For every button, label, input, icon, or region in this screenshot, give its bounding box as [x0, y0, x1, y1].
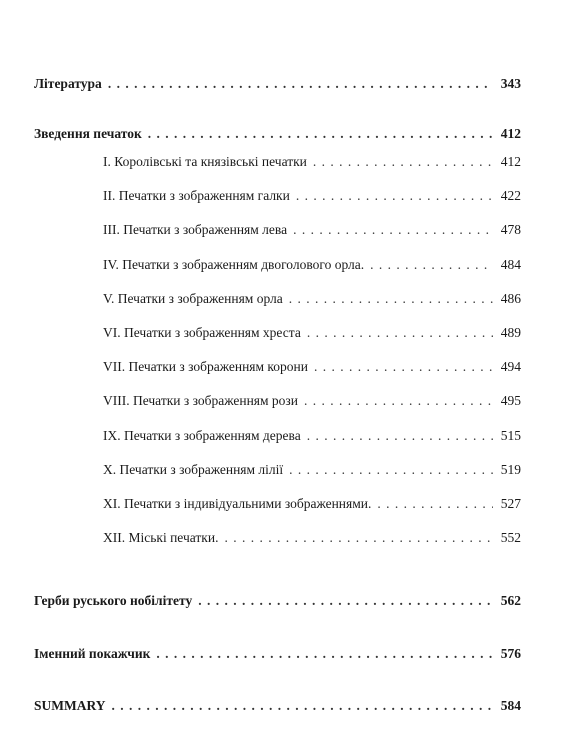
toc-subentry-page: 552 — [500, 530, 521, 545]
toc-entry-literature[interactable] — [34, 74, 521, 94]
toc-entry-title: Герби руського нобілітету — [34, 593, 193, 608]
toc-subentry[interactable] — [103, 152, 521, 172]
toc-subentry-title: VIII. Печатки з зображенням рози — [103, 393, 298, 408]
toc-subentry-title: X. Печатки з зображенням лілії — [103, 462, 284, 477]
toc-subentry-page: 495 — [500, 393, 521, 408]
toc-subentry[interactable] — [103, 220, 521, 240]
toc-entry-name-index[interactable] — [34, 644, 521, 664]
toc-subentry-title: IV. Печатки з зображенням двоголового орла. — [103, 257, 365, 272]
toc-subentry[interactable] — [103, 426, 521, 446]
toc-entry-title: Література — [34, 76, 102, 91]
toc-subentry[interactable] — [103, 323, 521, 343]
toc-subentry-title: III. Печатки з зображенням лева — [103, 222, 288, 237]
dot-leader — [313, 152, 493, 172]
dot-leader — [224, 528, 493, 548]
toc-entry-seals[interactable] — [34, 124, 521, 144]
toc-subentry-page: 484 — [500, 257, 521, 272]
toc-entry-page: 343 — [500, 76, 521, 91]
toc-subentry-page: 412 — [500, 154, 521, 169]
toc-entry-title: SUMMARY — [34, 698, 106, 713]
toc-subentry-title: II. Печатки з зображенням галки — [103, 188, 290, 203]
dot-leader — [148, 124, 493, 144]
dot-leader — [293, 220, 493, 240]
toc-subentry-page: 527 — [500, 496, 521, 511]
dot-leader — [112, 696, 493, 716]
dot-leader — [289, 289, 493, 309]
toc-entry-page: 584 — [500, 698, 521, 713]
toc-subentry-title: XI. Печатки з індивідуальними зображеннями. — [103, 496, 372, 511]
toc-subentry[interactable] — [103, 391, 521, 411]
dot-leader — [370, 255, 493, 275]
toc-subentry-title: IX. Печатки з зображенням дерева — [103, 428, 301, 443]
toc-subentry-page: 486 — [500, 291, 521, 306]
toc-subentry[interactable] — [103, 289, 521, 309]
toc-subentry-page: 519 — [500, 462, 521, 477]
toc-subentry-page: 494 — [500, 359, 521, 374]
toc-entry-page: 562 — [500, 593, 521, 608]
toc-subentry-page: 489 — [500, 325, 521, 340]
dot-leader — [307, 426, 493, 446]
dot-leader — [377, 494, 493, 514]
toc-subentry-title: VI. Печатки з зображенням хреста — [103, 325, 301, 340]
toc-subentry[interactable] — [103, 494, 521, 514]
toc-entry-title: Зведення печаток — [34, 126, 142, 141]
toc-subentry-page: 478 — [500, 222, 521, 237]
toc-subentry-title: I. Королівські та князівські печатки — [103, 154, 307, 169]
dot-leader — [156, 644, 493, 664]
dot-leader — [307, 323, 493, 343]
toc-subentry[interactable] — [103, 255, 521, 275]
toc-subentry[interactable] — [103, 357, 521, 377]
toc-entry-summary[interactable] — [34, 696, 521, 716]
toc-entry-page: 412 — [500, 126, 521, 141]
toc-subentry[interactable] — [103, 186, 521, 206]
toc-subentry-title: VII. Печатки з зображенням корони — [103, 359, 308, 374]
toc-entry-coats-of-arms[interactable] — [34, 591, 521, 611]
toc-subentry-title: XII. Міські печатки. — [103, 530, 219, 545]
toc-subentry[interactable] — [103, 528, 521, 548]
dot-leader — [304, 391, 493, 411]
toc-subentry-title: V. Печатки з зображенням орла — [103, 291, 283, 306]
toc-subentry-page: 515 — [500, 428, 521, 443]
toc-entry-title: Іменний покажчик — [34, 646, 151, 661]
dot-leader — [314, 357, 493, 377]
dot-leader — [296, 186, 493, 206]
toc-subentry-page: 422 — [500, 188, 521, 203]
toc-entry-page: 576 — [500, 646, 521, 661]
dot-leader — [198, 591, 493, 611]
dot-leader — [108, 74, 493, 94]
dot-leader — [289, 460, 493, 480]
toc-subentry[interactable] — [103, 460, 521, 480]
